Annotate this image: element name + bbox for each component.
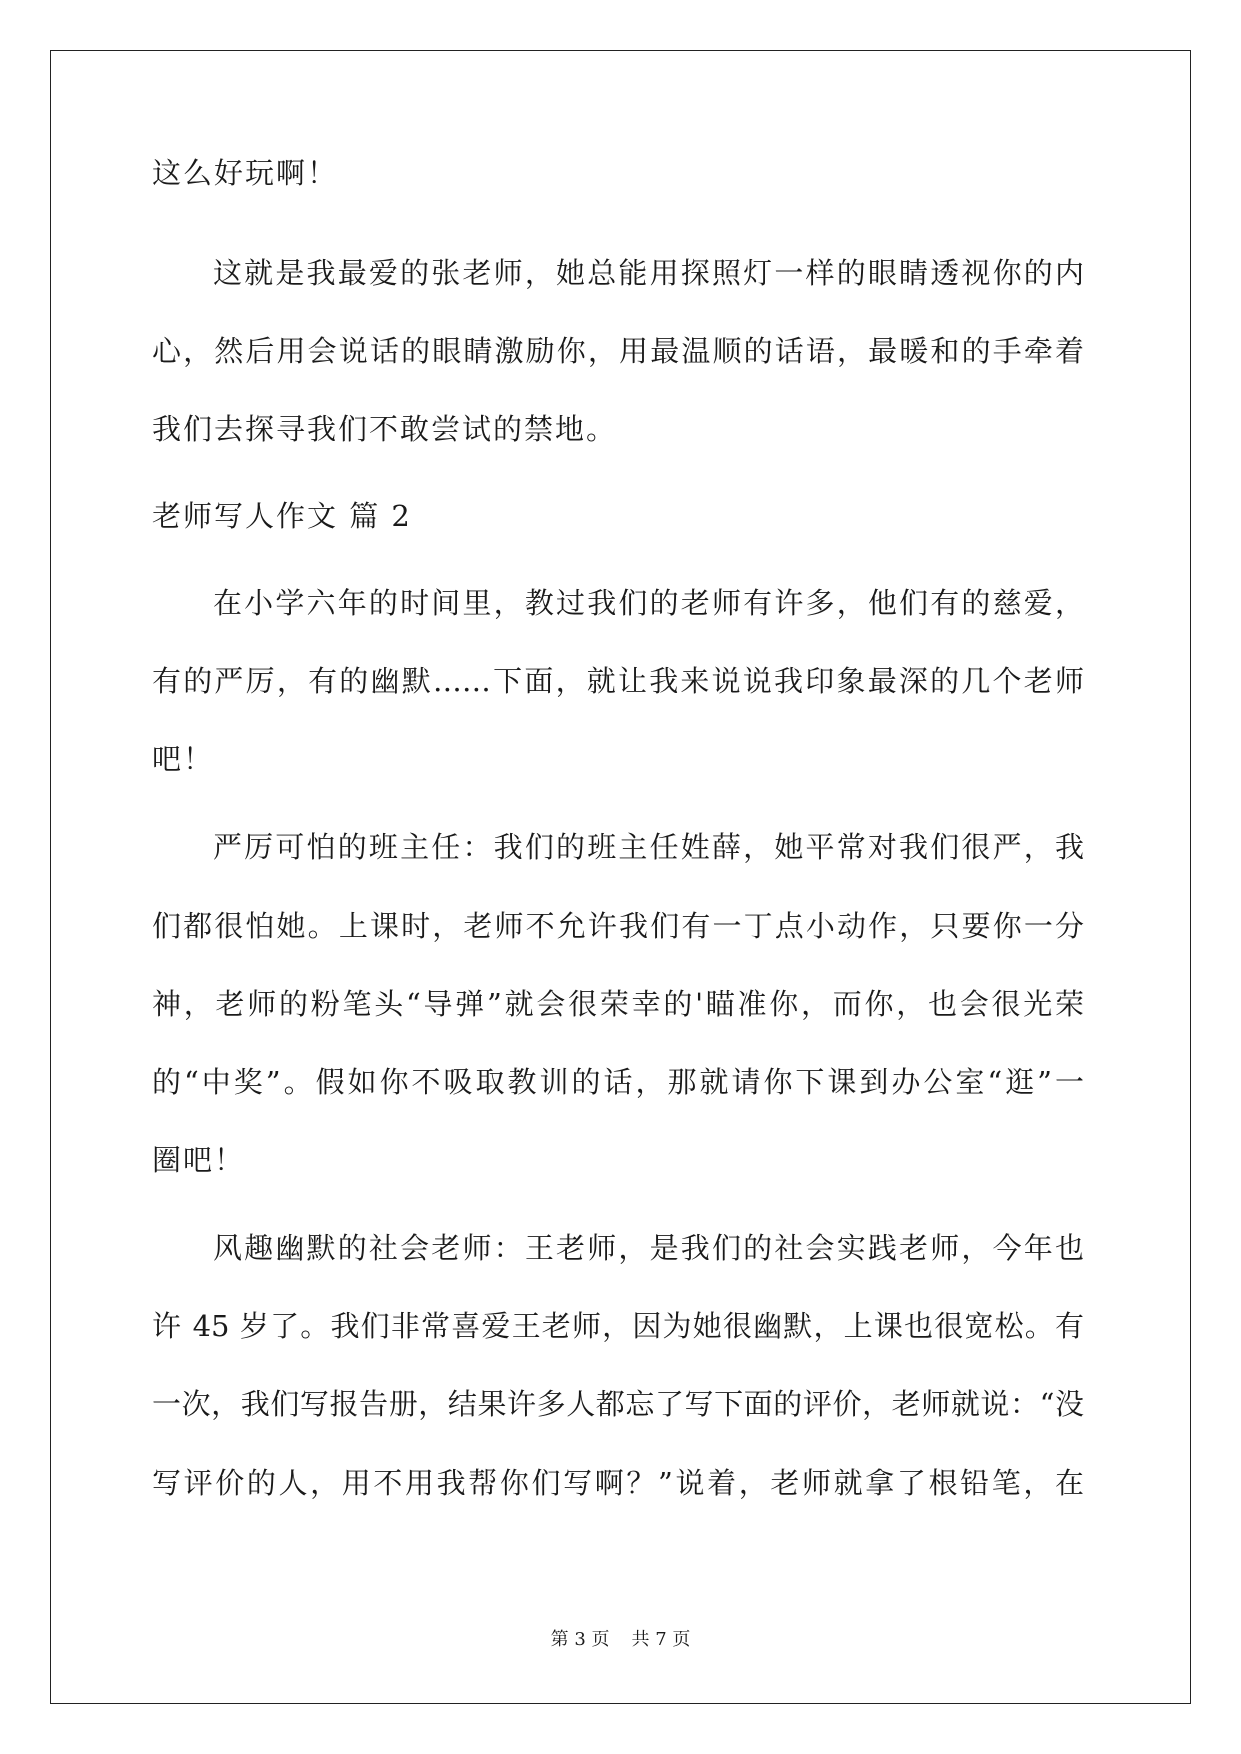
total-pages: 共 7 页	[631, 1629, 691, 1650]
paragraph-line: 这么好玩啊！	[152, 156, 339, 190]
page-footer	[0, 1628, 1241, 1652]
paragraph-line: 一次，我们写报告册，结果许多人都忘了写下面的评价，老师就说：“没	[152, 1387, 1084, 1421]
page-number: 第 3 页	[550, 1629, 610, 1650]
paragraph-line: 有的严厉，有的幽默……下面，就让我来说说我印象最深的几个老师	[152, 664, 1084, 698]
paragraph-line: 吧！	[152, 742, 215, 776]
paragraph-line: 风趣幽默的社会老师：王老师，是我们的社会实践老师，今年也	[213, 1231, 1084, 1265]
paragraph-line: 这就是我最爱的张老师，她总能用探照灯一样的眼睛透视你的内	[213, 256, 1084, 290]
paragraph-line: 的“中奖”。假如你不吸取教训的话，那就请你下课到办公室“逛”一	[152, 1065, 1084, 1099]
paragraph-line: 严厉可怕的班主任：我们的班主任姓薛，她平常对我们很严，我	[213, 830, 1084, 864]
paragraph-line: 圈吧！	[152, 1143, 246, 1177]
paragraph-line: 我们去探寻我们不敢尝试的禁地。	[152, 412, 618, 446]
paragraph-line: 许 45 岁了。我们非常喜爱王老师，因为她很幽默，上课也很宽松。有	[152, 1309, 1084, 1343]
section-heading: 老师写人作文 篇 2	[152, 499, 412, 533]
paragraph-line: 在小学六年的时间里，教过我们的老师有许多，他们有的慈爱，	[213, 586, 1084, 620]
paragraph-line: 心，然后用会说话的眼睛激励你，用最温顺的话语，最暖和的手牵着	[152, 334, 1084, 368]
paragraph-line: 们都很怕她。上课时，老师不允许我们有一丁点小动作，只要你一分	[152, 909, 1084, 943]
paragraph-line: 神，老师的粉笔头“导弹”就会很荣幸的'瞄准你，而你，也会很光荣	[152, 987, 1084, 1021]
paragraph-line: 写评价的人，用不用我帮你们写啊？”说着，老师就拿了根铅笔，在	[152, 1466, 1084, 1500]
page-border	[50, 50, 1191, 1704]
